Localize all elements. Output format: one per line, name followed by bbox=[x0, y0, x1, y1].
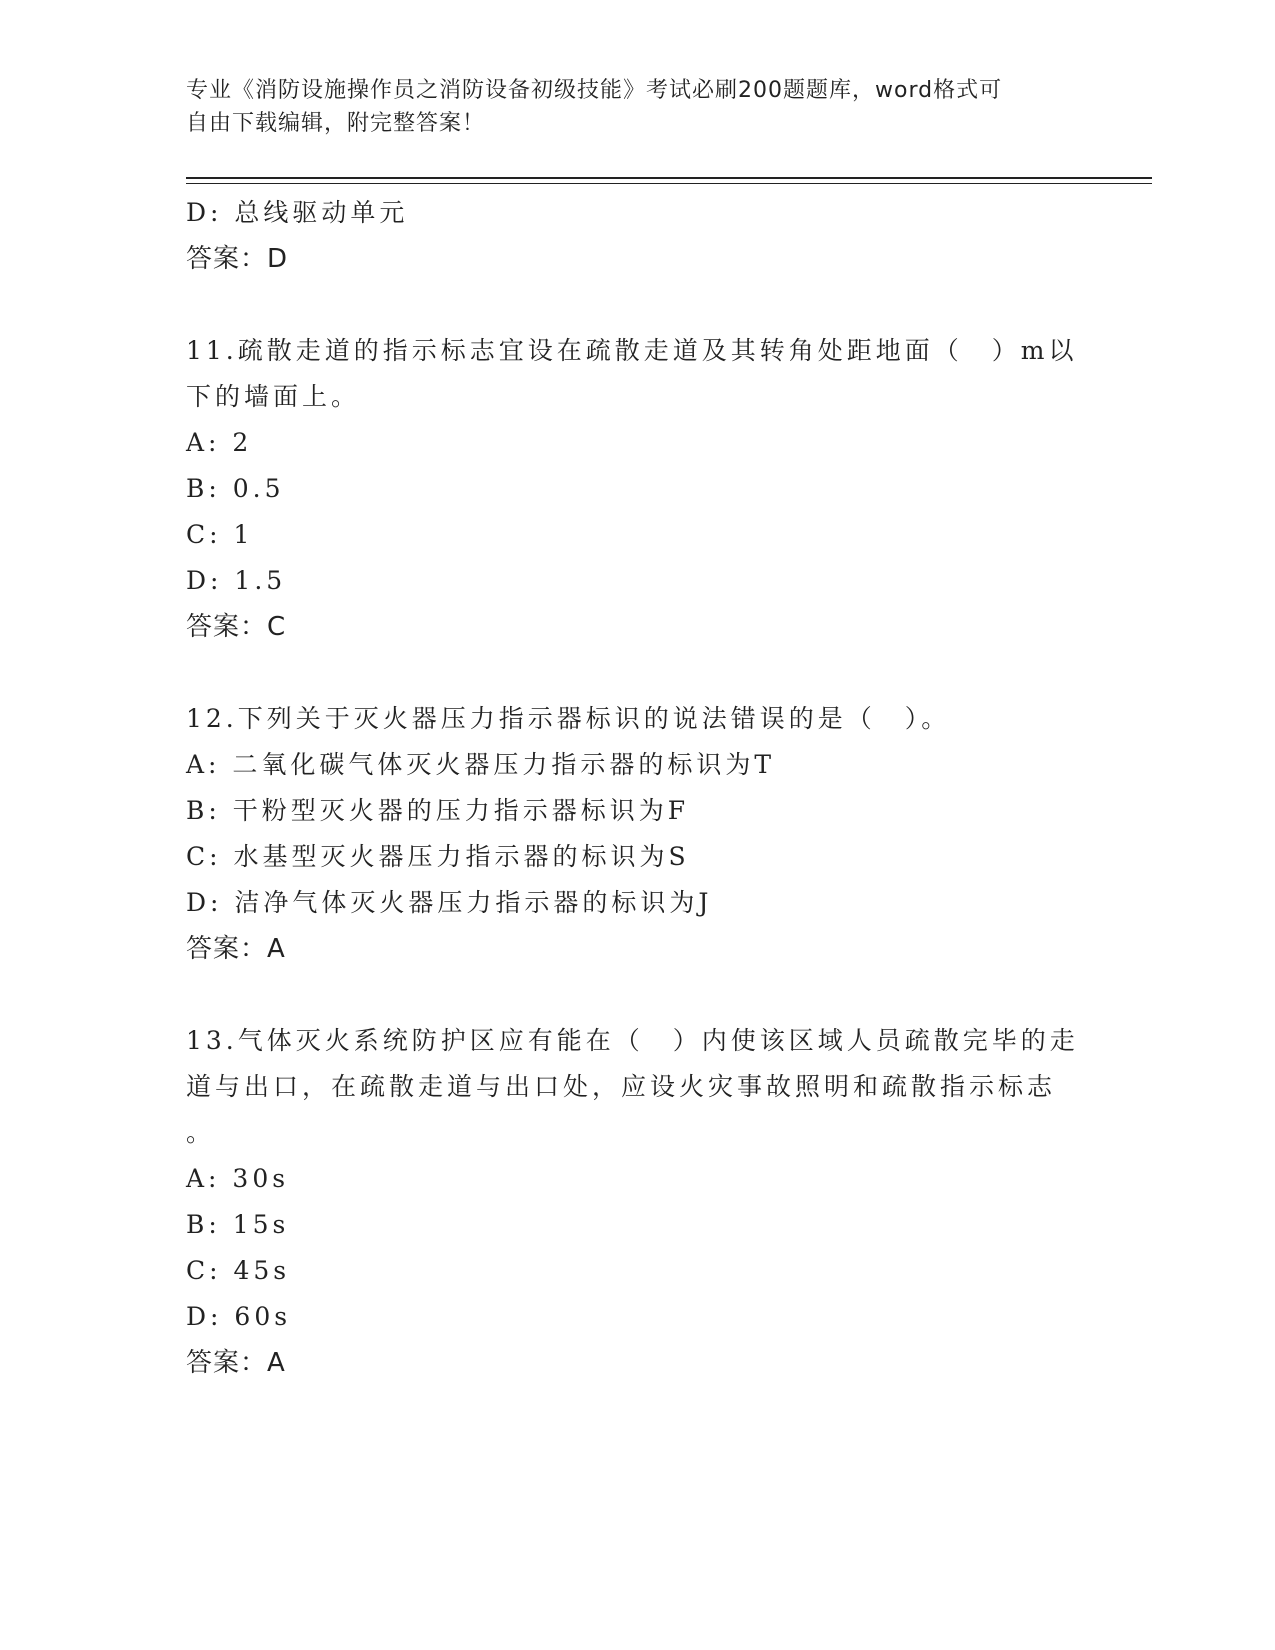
question-stem-line: 13.气体灭火系统防护区应有能在（ ）内使该区域人员疏散完毕的走 bbox=[186, 1026, 1079, 1055]
header-line-1: 专业《消防设施操作员之消防设备初级技能》考试必刷200题题库，word格式可 bbox=[186, 78, 1003, 103]
question-stem-line: 12.下列关于灭火器压力指示器标识的说法错误的是（ ）。 bbox=[186, 704, 951, 733]
header-line-2: 自由下载编辑，附完整答案！ bbox=[186, 111, 486, 136]
option-d: D: 1.5 bbox=[186, 566, 287, 595]
option-b: B: 15s bbox=[186, 1210, 290, 1239]
question-13 bbox=[186, 1018, 1079, 1386]
option-a: A: 二氧化碳气体灭火器压力指示器的标识为T bbox=[186, 750, 776, 779]
answer: 答案：C bbox=[186, 612, 287, 642]
prev-answer: 答案：D bbox=[186, 244, 289, 274]
option-d: D: 洁净气体灭火器压力指示器的标识为J bbox=[186, 888, 713, 917]
question-content bbox=[186, 190, 1079, 1386]
answer: 答案：A bbox=[186, 1348, 286, 1378]
option-c: C: 1 bbox=[186, 520, 254, 549]
question-stem-line: 道与出口，在疏散走道与出口处，应设火灾事故照明和疏散指示标志 bbox=[186, 1072, 1057, 1101]
option-d: D: 60s bbox=[186, 1302, 292, 1331]
option-a: A: 30s bbox=[186, 1164, 290, 1193]
option-b: B: 0.5 bbox=[186, 474, 285, 503]
question-12 bbox=[186, 696, 1066, 972]
question-11 bbox=[186, 328, 1078, 650]
option-b: B: 干粉型灭火器的压力指示器标识为F bbox=[186, 796, 690, 825]
question-stem-line: 下的墙面上。 bbox=[186, 382, 361, 411]
option-c: C: 水基型灭火器压力指示器的标识为S bbox=[186, 842, 690, 871]
header-rule-thin bbox=[186, 183, 1152, 184]
spacer bbox=[186, 972, 1066, 1018]
page-header bbox=[186, 74, 1066, 140]
header-rule-thick bbox=[186, 177, 1152, 179]
question-stem-line: 。 bbox=[186, 1118, 216, 1147]
spacer bbox=[186, 282, 1066, 328]
prev-option-d: D: 总线驱动单元 bbox=[186, 198, 409, 227]
option-c: C: 45s bbox=[186, 1256, 291, 1285]
option-a: A: 2 bbox=[186, 428, 253, 457]
answer: 答案：A bbox=[186, 934, 286, 964]
question-stem-line: 11.疏散走道的指示标志宜设在疏散走道及其转角处距地面（ ）m以 bbox=[186, 336, 1078, 365]
spacer bbox=[186, 650, 1066, 696]
